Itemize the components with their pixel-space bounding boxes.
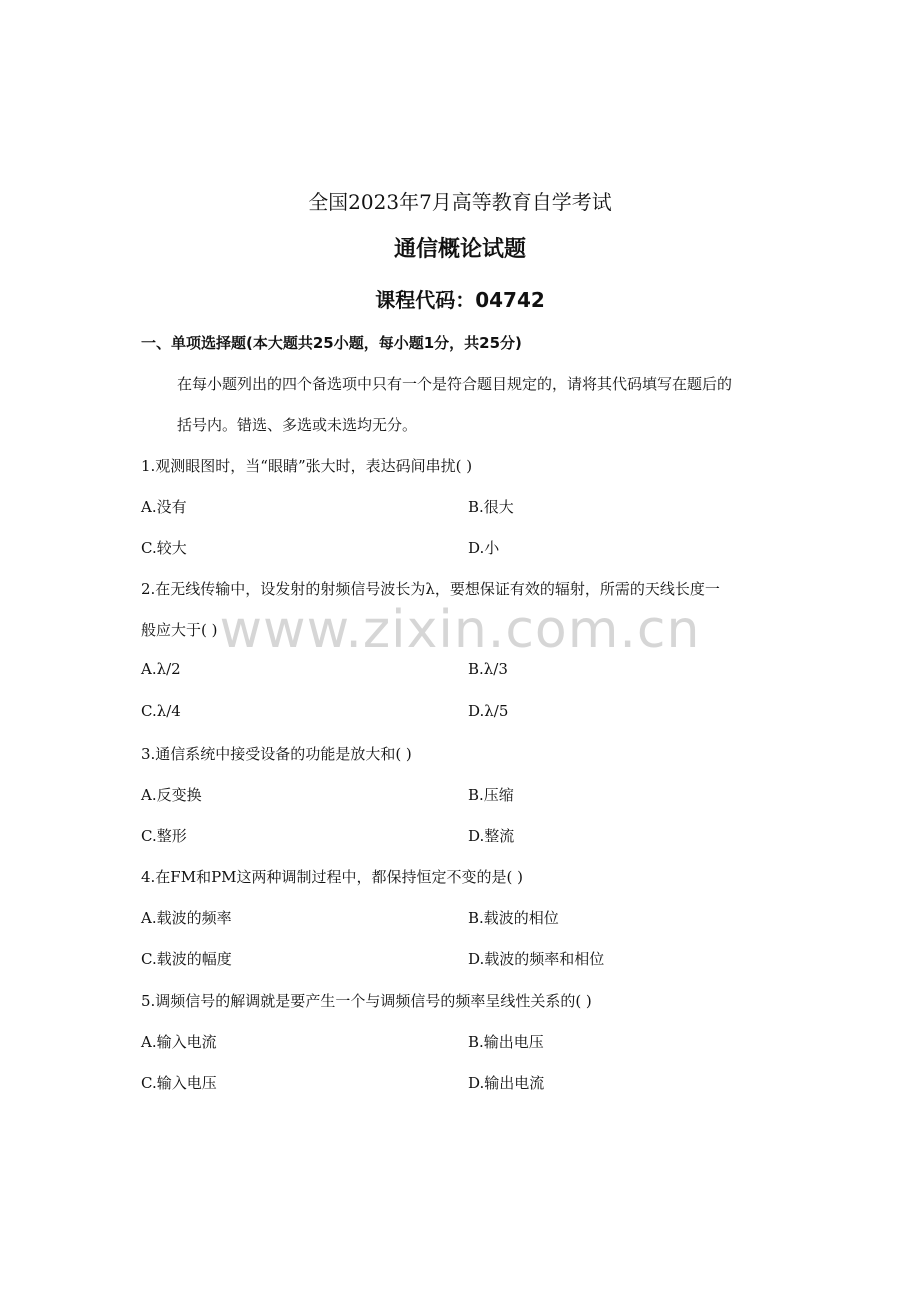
question-1-option-c: C.较大 [141,539,187,557]
question-4-option-c: C.载波的幅度 [141,950,232,968]
question-1-option-a: A.没有 [141,498,187,516]
question-2-option-a: A.λ/2 [141,660,181,678]
question-5-option-c: C.输入电压 [141,1074,217,1092]
question-1-option-d: D.小 [468,539,500,557]
course-code: 课程代码：04742 [375,288,545,312]
question-1-stem: 1.观测眼图时，当“眼睛”张大时，表达码间串扰( ) [141,457,473,475]
question-5-stem: 5.调频信号的解调就是要产生一个与调频信号的频率呈线性关系的( ) [141,992,592,1010]
question-4-option-d: D.载波的频率和相位 [468,950,605,968]
question-3-option-c: C.整形 [141,827,187,845]
question-2-stem-line-1: 2.在无线传输中，设发射的射频信号波长为λ，要想保证有效的辐射，所需的天线长度一 [141,580,720,598]
instruction-line-1: 在每小题列出的四个备选项中只有一个是符合题目规定的，请将其代码填写在题后的 [177,375,733,393]
question-5-option-d: D.输出电流 [468,1074,545,1092]
exam-title: 全国2023年7月高等教育自学考试 [308,190,612,214]
question-2-option-b: B.λ/3 [468,660,508,678]
question-3-option-d: D.整流 [468,827,515,845]
instruction-line-2: 括号内。错选、多选或未选均无分。 [177,416,418,434]
question-5-option-b: B.输出电压 [468,1033,544,1051]
question-5-option-a: A.输入电流 [141,1033,217,1051]
question-2-option-c: C.λ/4 [141,702,181,720]
question-1-option-b: B.很大 [468,498,514,516]
question-4-option-b: B.载波的相位 [468,909,559,927]
subject-title: 通信概论试题 [393,237,526,262]
watermark: www.zixin.com.cn [219,600,701,660]
question-4-option-a: A.载波的频率 [141,909,232,927]
question-3-option-b: B.压缩 [468,786,514,804]
section-heading: 一、单项选择题(本大题共25小题，每小题1分，共25分) [141,334,522,352]
question-2-stem-line-2: 般应大于( ) [141,621,218,639]
question-2-option-d: D.λ/5 [468,702,509,720]
question-3-option-a: A.反变换 [141,786,202,804]
question-3-stem: 3.通信系统中接受设备的功能是放大和( ) [141,745,412,763]
question-4-stem: 4.在FM和PM这两种调制过程中，都保持恒定不变的是( ) [141,868,524,886]
